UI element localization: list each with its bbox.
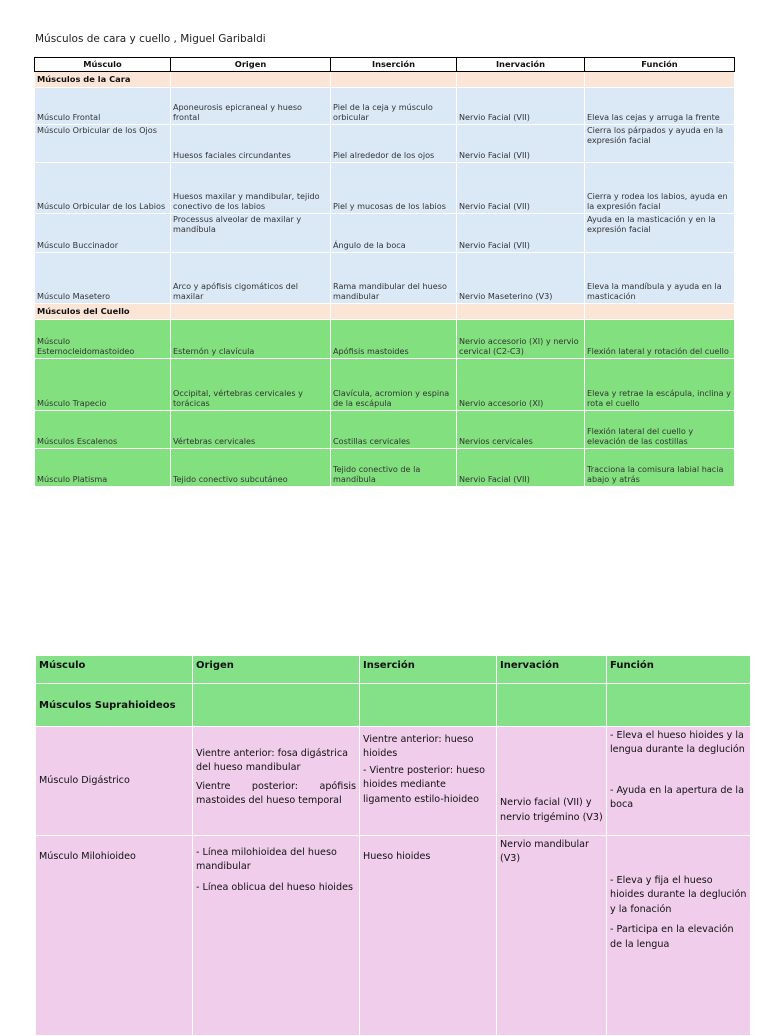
cell-insercion: Clavícula, acromion y espina de la escápula (331, 359, 457, 411)
cell-funcion: Cierra los párpados y ayuda en la expresión facial (585, 125, 735, 163)
table-row (35, 253, 735, 304)
section-title: Músculos de la Cara (35, 72, 171, 88)
insercion-line: - Vientre posterior: hueso hioides mediante ligamento estilo-hioideo (363, 764, 486, 805)
header-insercion: Inserción (331, 58, 457, 72)
cell-funcion: Tracciona la comisura labial hacia abajo y atrás (585, 449, 735, 487)
origen-line: Vientre anterior: fosa digástrica del hueso mandibular (196, 748, 349, 774)
cell-musculo: Músculo Trapecio (35, 359, 171, 411)
header-insercion: Inserción (360, 656, 497, 684)
funcion-line: - Participa en la elevación de la lengua (610, 924, 734, 950)
table-header-row (36, 656, 751, 684)
cell-inervacion: Nervios cervicales (457, 411, 585, 449)
cell-inervacion: Nervio Facial (VII) (457, 163, 585, 214)
cell-insercion: Piel alrededor de los ojos (331, 125, 457, 163)
cell-musculo: Músculo Milohioideo (36, 836, 193, 1036)
table-row (35, 359, 735, 411)
table-header-row (35, 58, 735, 72)
section-row-neck (35, 304, 735, 320)
cell-funcion (607, 836, 751, 1036)
document-title: Músculos de cara y cuello , Miguel Garibaldi (35, 33, 266, 45)
section-title: Músculos Suprahioideos (36, 684, 193, 727)
cell-musculo: Músculo Platisma (35, 449, 171, 487)
cell-inervacion: Nervio accesorio (XI) y nervio cervical (C2-C3) (457, 320, 585, 359)
table-row (35, 88, 735, 125)
header-origen: Origen (171, 58, 331, 72)
cell-musculo: Músculo Digástrico (36, 727, 193, 836)
cell-musculo: Músculo Buccinador (35, 214, 171, 253)
cell-funcion: Flexión lateral y rotación del cuello (585, 320, 735, 359)
cell-origen: Tejido conectivo subcutáneo (171, 449, 331, 487)
cell-origen: Huesos faciales circundantes (171, 125, 331, 163)
table-row (36, 836, 751, 1036)
origen-line: - Línea oblicua del hueso hioides (196, 881, 353, 893)
cell-origen (193, 727, 360, 836)
cell-inervacion: Nervio Facial (VII) (457, 449, 585, 487)
cell-musculo: Músculo Masetero (35, 253, 171, 304)
cell-insercion: Tejido conectivo de la mandíbula (331, 449, 457, 487)
origen-line: mastoides del hueso temporal (196, 795, 342, 807)
cell-funcion (607, 727, 751, 836)
cell-insercion: Hueso hioides (360, 836, 497, 1036)
cell-musculo: Músculo Frontal (35, 88, 171, 125)
cell-inervacion: Nervio accesorio (XI) (457, 359, 585, 411)
funcion-line: - Eleva el hueso hioides y la lengua durante la deglución (610, 730, 745, 756)
insercion-line: Vientre anterior: hueso hioides (363, 734, 474, 760)
table-row (35, 163, 735, 214)
cell-inervacion: Nervio mandibular (V3) (497, 836, 607, 1036)
table-row (35, 214, 735, 253)
table-row (35, 411, 735, 449)
header-funcion: Función (607, 656, 751, 684)
cell-musculo: Músculo Orbicular de los Labios (35, 163, 171, 214)
cell-funcion: Eleva la mandíbula y ayuda en la masticación (585, 253, 735, 304)
cell-insercion: Costillas cervicales (331, 411, 457, 449)
header-musculo: Músculo (36, 656, 193, 684)
cell-funcion: Flexión lateral del cuello y elevación de las costillas (585, 411, 735, 449)
cell-inervacion: Nervio Maseterino (V3) (457, 253, 585, 304)
cell-funcion: Eleva las cejas y arruga la frente (585, 88, 735, 125)
cell-insercion: Rama mandibular del hueso mandibular (331, 253, 457, 304)
header-origen: Origen (193, 656, 360, 684)
cell-insercion: Piel de la ceja y músculo orbicular (331, 88, 457, 125)
section-title: Músculos del Cuello (35, 304, 171, 320)
funcion-line: - Eleva y fija el hueso hioides durante la deglución y la fonación (610, 875, 747, 915)
cell-funcion: Ayuda en la masticación y en la expresión facial (585, 214, 735, 253)
cell-origen: Vértebras cervicales (171, 411, 331, 449)
table-row (36, 727, 751, 836)
cell-inervacion: Nervio Facial (VII) (457, 88, 585, 125)
cell-insercion: Ángulo de la boca (331, 214, 457, 253)
suprahyoid-muscles-table (35, 655, 751, 1036)
cell-origen: Arco y apófisis cigomáticos del maxilar (171, 253, 331, 304)
section-row-face (35, 72, 735, 88)
header-musculo: Músculo (35, 58, 171, 72)
cell-inervacion: Nervio Facial (VII) (457, 125, 585, 163)
section-row-suprahyoid (36, 684, 751, 727)
cell-origen (193, 836, 360, 1036)
cell-inervacion: Nervio Facial (VII) (457, 214, 585, 253)
cell-musculo: Músculo Orbicular de los Ojos (35, 125, 171, 163)
header-inervacion: Inervación (497, 656, 607, 684)
header-funcion: Función (585, 58, 735, 72)
cell-musculo: Músculos Escalenos (35, 411, 171, 449)
cell-funcion: Eleva y retrae la escápula, inclina y rota el cuello (585, 359, 735, 411)
cell-insercion (360, 727, 497, 836)
cell-origen: Esternón y clavícula (171, 320, 331, 359)
table-row (35, 125, 735, 163)
cell-musculo: Músculo Esternocleidomastoideo (35, 320, 171, 359)
origen-line: - Línea milohioidea del hueso mandibular (196, 847, 337, 873)
origen-line: Vientre posterior: apófisis (196, 780, 356, 792)
table-row (35, 320, 735, 359)
cell-insercion: Apófisis mastoides (331, 320, 457, 359)
cell-origen: Aponeurosis epicraneal y hueso frontal (171, 88, 331, 125)
cell-funcion: Cierra y rodea los labios, ayuda en la expresión facial (585, 163, 735, 214)
table-row (35, 449, 735, 487)
header-inervacion: Inervación (457, 58, 585, 72)
cell-insercion: Piel y mucosas de los labios (331, 163, 457, 214)
cell-origen: Occipital, vértebras cervicales y torácicas (171, 359, 331, 411)
cell-origen: Huesos maxilar y mandibular, tejido conectivo de los labios (171, 163, 331, 214)
muscles-table-face-neck (34, 57, 735, 487)
cell-origen: Processus alveolar de maxilar y mandíbula (171, 214, 331, 253)
cell-inervacion: Nervio facial (VII) y nervio trigémino (V3) (497, 727, 607, 836)
funcion-line: - Ayuda en la apertura de la boca (610, 784, 744, 811)
